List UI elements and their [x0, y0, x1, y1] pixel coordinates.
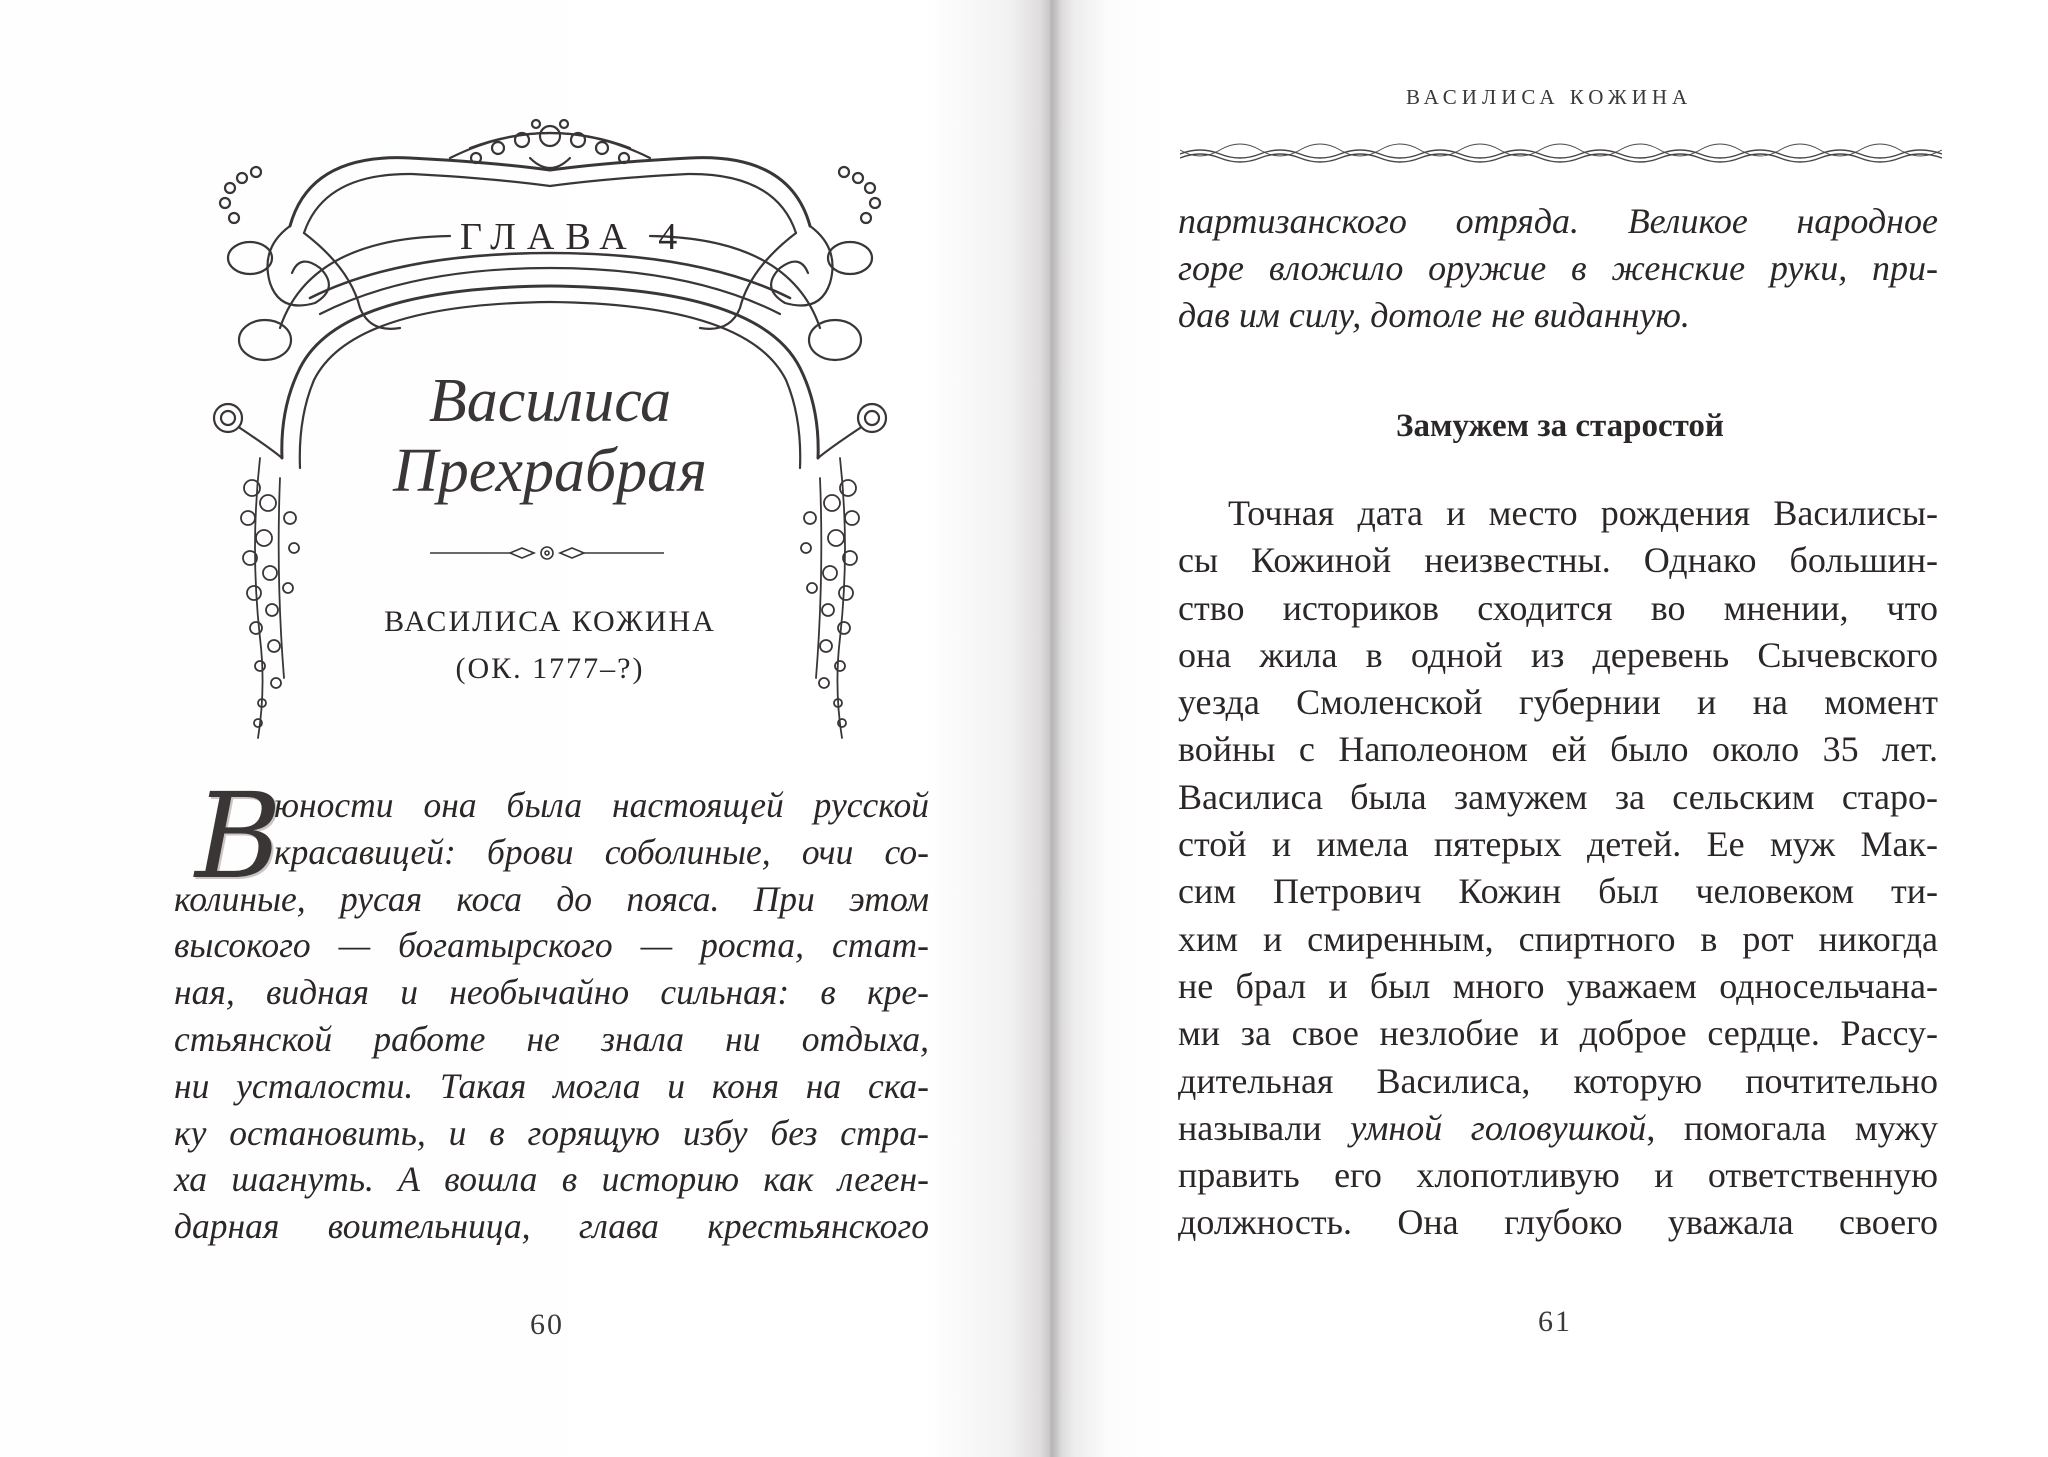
- subject-dates: (ОК. 1777–?): [455, 652, 645, 685]
- text-line: сы Кожиной неизвестны. Однако большин-: [1178, 540, 1938, 581]
- italic-phrase: умной головушкой: [1350, 1107, 1647, 1148]
- left-body-text: [174, 767, 929, 1250]
- text-line: горе вложило оружие в женские руки, при-: [1178, 248, 1938, 288]
- text-line: стьянской работе не знала ни отдыха,: [174, 1018, 929, 1059]
- subject-name: ВАСИЛИСА КОЖИНА: [384, 605, 716, 638]
- drop-cap: В: [195, 767, 282, 905]
- chapter-title: [360, 366, 740, 506]
- text-segment: называли: [1178, 1107, 1351, 1148]
- text-line: сим Петрович Кожин был человеком ти-: [1178, 871, 1938, 912]
- page-number-left: 60: [530, 1308, 564, 1341]
- text-line: колиные, русая коса до пояса. При этом: [174, 878, 929, 919]
- text-line: ная, видная и необычайно сильная: в кре-: [174, 972, 929, 1013]
- text-line: Точная дата и место рождения Василисы-: [1228, 493, 1938, 533]
- text-line: высокого — богатырского — роста, стат-: [174, 925, 929, 966]
- running-head: ВАСИЛИСА КОЖИНА: [1406, 85, 1693, 109]
- text-line: править его хлопотливую и ответственную: [1178, 1155, 1938, 1196]
- text-line: ство историков сходится во мнении, что: [1178, 587, 1938, 628]
- text-line: юности она была настоящей русской: [274, 785, 929, 825]
- text-line: дав им силу, дотоле не виданную.: [1178, 295, 1690, 335]
- text-line: она жила в одной из деревень Сычевского: [1178, 634, 1938, 675]
- book-gutter-shadow: [1040, 0, 1062, 1457]
- text-line: ми за свое незлобие и доброе сердце. Рассу-: [1178, 1013, 1938, 1054]
- chapter-label: ГЛАВА 4: [460, 216, 689, 258]
- text-line: Василиса была замужем за сельским старо-: [1178, 776, 1938, 817]
- section-heading: Замужем за старостой: [1396, 408, 1724, 444]
- text-line: хим и смиренным, спиртного в рот никогда: [1178, 918, 1938, 959]
- text-line: [1178, 1105, 1938, 1152]
- text-line: должность. Она глубоко уважала своего: [1178, 1202, 1938, 1243]
- text-line: дительная Василиса, которую почтительно: [1178, 1060, 1938, 1101]
- text-line: войны с Наполеоном ей было около 35 лет.: [1178, 729, 1938, 770]
- header-divider-ornament: [1180, 140, 1942, 170]
- title-divider-ornament: [430, 543, 664, 563]
- right-body-text: [1178, 490, 1938, 1247]
- text-line: дарная воительница, глава крестьянского: [174, 1206, 929, 1247]
- text-line: ни усталости. Такая могла и коня на ска-: [174, 1065, 929, 1106]
- text-line: партизанского отряда. Великое народное: [1178, 201, 1938, 241]
- right-italic-text: [1178, 198, 1938, 339]
- crown-ornament: [450, 120, 650, 168]
- text-line: уезда Смоленской губернии и на момент: [1178, 682, 1938, 723]
- text-line: стой и имела пятерых детей. Ее муж Мак-: [1178, 824, 1938, 865]
- text-line: не брал и был много уважаем односельчана-: [1178, 965, 1938, 1006]
- text-line: ку остановить, и в горящую избу без стра-: [174, 1112, 929, 1153]
- page-number-right: 61: [1538, 1305, 1572, 1338]
- text-line: ха шагнуть. А вошла в историю как леген-: [174, 1159, 929, 1200]
- chapter-title-line-1: Василиса: [428, 367, 672, 435]
- text-segment: , помогала мужу: [1646, 1107, 1939, 1148]
- chapter-title-line-2: Прехрабрая: [393, 437, 707, 505]
- text-line: красавицей: брови соболиные, очи со-: [274, 831, 929, 872]
